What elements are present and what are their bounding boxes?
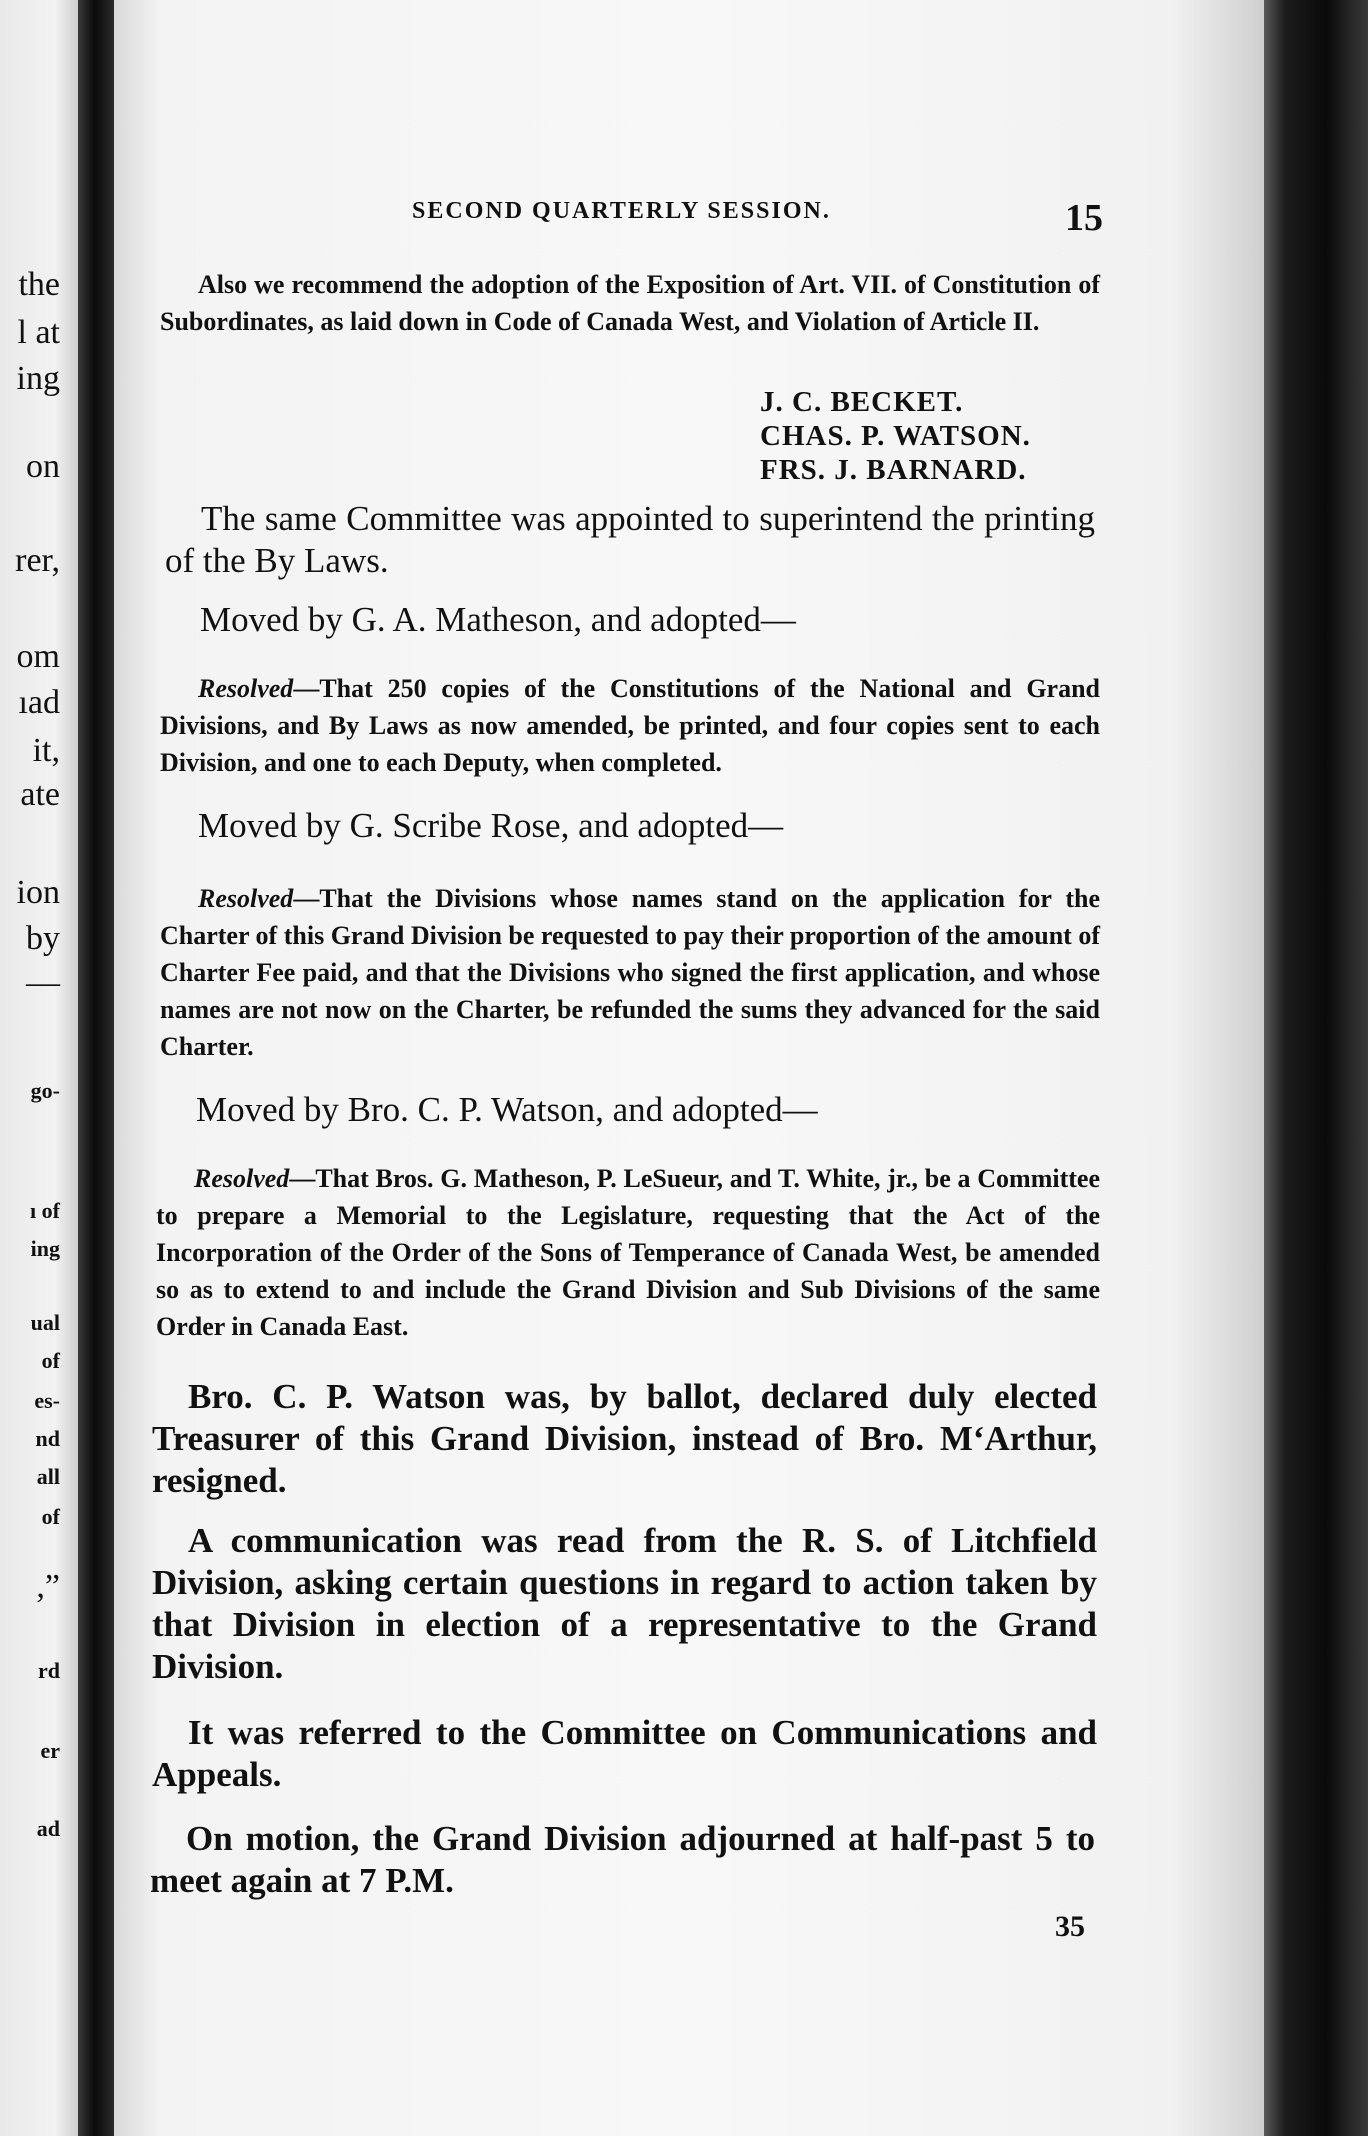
motion-3-moved-text: Moved by Bro. C. P. Watson, and adopted— [196, 1090, 818, 1129]
book-right-edge [1264, 0, 1368, 2136]
motion-1-resolution-para [160, 670, 1100, 781]
left-page-fragment: of [41, 1504, 60, 1529]
left-page-fragment: it, [32, 732, 60, 769]
book-gutter [78, 0, 114, 2136]
left-page-fragment: the [18, 266, 60, 303]
motion-2-moved-text: Moved by G. Scribe Rose, and adopted— [198, 806, 784, 845]
left-page-fragment: ing [16, 360, 60, 397]
left-page-fragment: rer, [15, 542, 60, 579]
left-page-fragment: l at [17, 314, 60, 351]
left-page-fragment: go- [30, 1078, 60, 1103]
left-page-fragment: ı of [30, 1198, 60, 1223]
signature-line: J. C. BECKET. [760, 386, 964, 418]
motion-1-resolution [160, 670, 1100, 781]
running-head: SECOND QUARTERLY SESSION. [412, 198, 831, 224]
motion-1-resolution-text: —That 250 copies of the Constitutions of the National and Grand Divisions, and By Laws as now amended, be printed, and four copies sent to each Division, and one to each Deputy, when completed. [160, 674, 1100, 777]
report-paragraph-text: Also we recommend the adoption of the Exposition of Art. VII. of Constitution of Subordinates, as laid down in Code of Canada West, and Violation of Article II. [160, 270, 1100, 336]
motion-2-resolution [160, 880, 1100, 1065]
motion-3-moved [196, 1090, 1096, 1130]
left-page-fragment: es- [34, 1388, 60, 1413]
left-page-fragment: all [36, 1464, 60, 1489]
signature-line: FRS. J. BARNARD. [760, 454, 1027, 486]
adjourn-paragraph-text: On motion, the Grand Division adjourned at half-past 5 to meet again at 7 P.M. [150, 1819, 1095, 1900]
communication-paragraph-text: A communication was read from the R. S. of Litchfield Division, asking certain questions in regard to action taken by that Division in election of a representative to the Grand Division. [152, 1521, 1097, 1686]
signature-block [760, 385, 1031, 487]
adjourn-paragraph [150, 1818, 1095, 1902]
left-page-fragment: on [26, 448, 60, 485]
resolved-label: Resolved [194, 1164, 290, 1193]
left-page-fragment: ual [30, 1310, 60, 1335]
motion-3-resolution [156, 1160, 1100, 1345]
motion-1-moved-text: Moved by G. A. Matheson, and adopted— [200, 600, 796, 639]
committee-paragraph-text: The same Committee was appointed to superintend the printing of the By Laws. [165, 499, 1095, 580]
left-page-fragment: ,” [36, 1568, 60, 1605]
referred-paragraph-text: It was referred to the Committee on Communications and Appeals. [152, 1713, 1097, 1794]
resolved-label: Resolved [198, 674, 294, 703]
committee-paragraph [165, 498, 1095, 582]
motion-2-resolution-para [160, 880, 1100, 1065]
left-page-fragment: ate [20, 776, 60, 813]
left-page-fragment: ing [30, 1236, 60, 1261]
signature-line: CHAS. P. WATSON. [760, 420, 1031, 452]
signature-mark: 35 [1055, 1910, 1085, 1943]
left-page-fragment: om [16, 638, 60, 675]
motion-1-moved [200, 600, 1100, 640]
motion-2-moved [198, 806, 1098, 846]
left-page-fragment: rd [38, 1658, 60, 1683]
resolved-label: Resolved [198, 884, 294, 913]
motion-3-resolution-text: —That Bros. G. Matheson, P. LeSueur, and T. White, jr., be a Committee to prepare a Memorial to the Legislature, requesting that the Act of the Incorporation of the Order of the Sons of Temperance of Canada West, be amended so as to extend to and include the Grand Division and Sub Divisions of the same Order in Canada East. [156, 1164, 1100, 1341]
left-page-fragment: ıad [18, 684, 60, 721]
left-page-fragment: by [26, 920, 60, 957]
motion-3-resolution-para [156, 1160, 1100, 1345]
left-facing-page [0, 0, 78, 2136]
page-number: 15 [1065, 197, 1103, 239]
left-page-fragment: ad [36, 1816, 60, 1841]
left-page-fragment: of [41, 1348, 60, 1373]
motion-2-resolution-text: —That the Divisions whose names stand on the application for the Charter of this Grand Division be requested to pay their proportion of the amount of Charter Fee paid, and that the Divisions who signed the first application, and whose names are not now on the Charter, be refunded the sums they advanced for the said Charter. [160, 884, 1100, 1061]
treasurer-paragraph-text: Bro. C. P. Watson was, by ballot, declared duly elected Treasurer of this Grand Division, instead of Bro. M‘Arthur, resigned. [152, 1377, 1097, 1500]
left-page-fragment: — [26, 964, 60, 1001]
left-page-fragment: er [40, 1738, 60, 1763]
left-page-fragment: nd [35, 1426, 60, 1451]
communication-paragraph [152, 1520, 1097, 1688]
referred-paragraph [152, 1712, 1097, 1796]
left-page-fragment: ion [16, 874, 60, 911]
treasurer-paragraph [152, 1376, 1097, 1502]
report-paragraph [160, 266, 1100, 340]
